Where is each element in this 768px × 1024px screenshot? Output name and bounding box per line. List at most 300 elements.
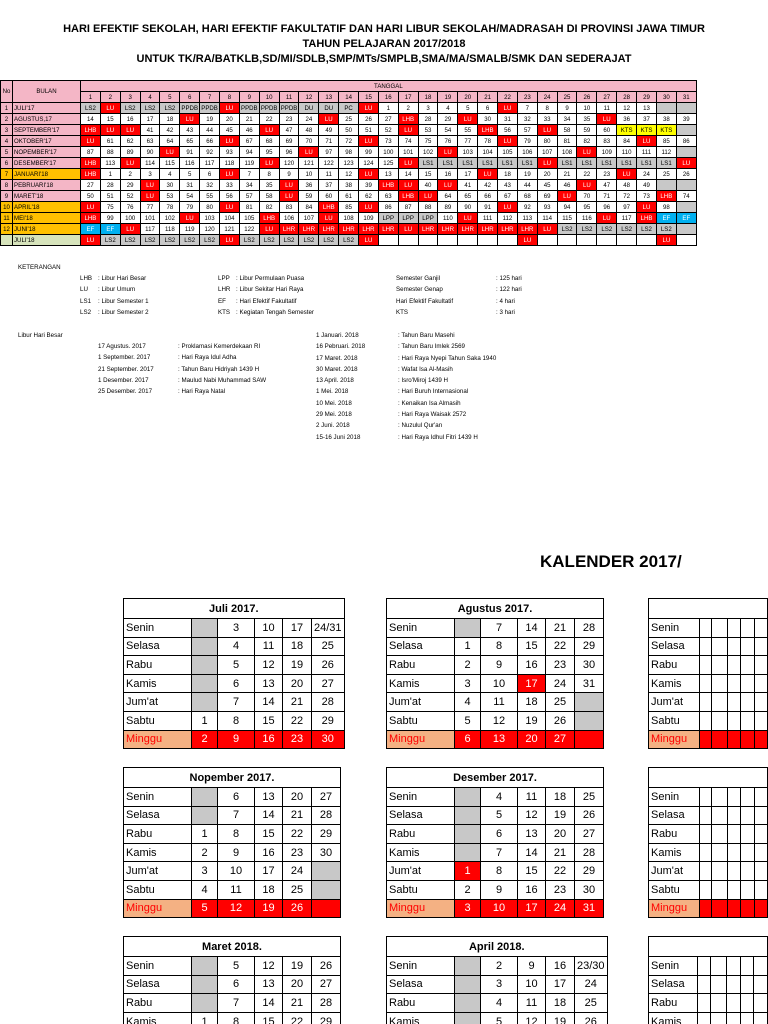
day-cell: PPDB xyxy=(280,104,298,112)
day-cell xyxy=(676,224,696,235)
date-cell: 26 xyxy=(575,806,604,825)
day-cell: 11 xyxy=(597,103,617,114)
day-cell: EF xyxy=(100,224,120,235)
day-cell: 87 xyxy=(81,147,101,158)
day-cell: 66 xyxy=(478,191,498,202)
day-cell: 85 xyxy=(656,136,676,147)
date-cell: 9 xyxy=(218,843,255,862)
date-cell xyxy=(710,1012,727,1024)
date-cell: 2 xyxy=(192,730,218,749)
day-cell: 105 xyxy=(239,213,259,224)
day-cell: 53 xyxy=(160,191,180,202)
day-cell: 4 xyxy=(438,103,458,114)
day-cell: LPP xyxy=(398,213,418,224)
day-cell: LU xyxy=(676,158,696,169)
date-cell xyxy=(698,994,711,1013)
day-cell: LU xyxy=(597,114,617,125)
date-cell: 8 xyxy=(218,711,255,730)
day-cell: 75 xyxy=(100,202,120,213)
date-cell xyxy=(728,619,741,638)
legend-value: : 125 hari xyxy=(496,275,522,282)
day-cell: LU xyxy=(577,180,597,191)
date-cell: 14 xyxy=(255,693,283,712)
day-header: 9 xyxy=(239,92,259,103)
day-cell: 113 xyxy=(517,213,537,224)
row-month: MEI'18 xyxy=(13,213,81,224)
weekday-label: Rabu xyxy=(387,825,455,844)
holiday-date: 1 Desember. 2017 xyxy=(98,376,149,384)
day-cell: 59 xyxy=(577,125,597,136)
day-cell: 63 xyxy=(378,191,398,202)
date-cell: 17 xyxy=(255,862,283,881)
day-cell: 102 xyxy=(160,213,180,224)
weekday-label: Kamis xyxy=(124,843,192,862)
month-calendar xyxy=(123,936,341,1024)
legend-key: LU xyxy=(80,286,88,294)
date-cell: 10 xyxy=(255,619,283,638)
date-cell xyxy=(727,957,740,976)
day-header: 16 xyxy=(378,92,398,103)
weekday-label: Jum'at xyxy=(387,693,455,712)
day-cell: 78 xyxy=(160,202,180,213)
legend-entry xyxy=(396,273,522,284)
holiday-date: 13 April. 2018 xyxy=(316,377,354,385)
legend-value: : Libur Semester 2 xyxy=(98,308,149,316)
day-cell: LS2 xyxy=(259,235,279,246)
date-cell: 17 xyxy=(283,619,312,638)
date-cell: 2 xyxy=(455,880,481,899)
date-cell: 16 xyxy=(518,656,546,675)
day-cell: 26 xyxy=(359,114,379,125)
date-cell: 26 xyxy=(546,711,575,730)
date-cell xyxy=(741,806,754,825)
day-cell: 27 xyxy=(81,180,101,191)
date-cell: 24 xyxy=(283,862,312,881)
day-cell: LU xyxy=(398,180,418,191)
day-cell: LU xyxy=(100,125,120,136)
day-cell: 89 xyxy=(120,147,140,158)
date-cell xyxy=(455,975,481,994)
date-cell: 28 xyxy=(575,843,604,862)
day-cell: LU xyxy=(637,136,657,147)
holiday-entry xyxy=(316,353,496,364)
date-cell: 7 xyxy=(218,994,255,1013)
legend-entry xyxy=(218,284,314,295)
day-cell: 60 xyxy=(597,125,617,136)
day-cell: LS2 xyxy=(100,235,120,246)
day-cell: DU xyxy=(299,103,319,114)
date-cell: 6 xyxy=(218,674,255,693)
date-cell xyxy=(740,957,754,976)
day-cell: 8 xyxy=(537,103,557,114)
legend-entry xyxy=(396,307,522,318)
holiday-date: 15-16 Juni 2018 xyxy=(316,433,361,441)
day-header: 25 xyxy=(557,92,577,103)
day-cell: 1 xyxy=(100,169,120,180)
day-cell: LU xyxy=(279,191,299,202)
day-cell: LHR xyxy=(418,224,438,235)
date-cell: 5 xyxy=(218,656,255,675)
date-cell: 5 xyxy=(481,1012,518,1024)
day-cell: KTS xyxy=(617,125,637,136)
date-cell: 18 xyxy=(283,637,312,656)
holidays-right-list xyxy=(316,330,496,443)
weekday-label: Rabu xyxy=(649,825,700,844)
date-cell xyxy=(192,788,218,807)
holiday-date: 10 Mei. 2018 xyxy=(316,399,352,407)
legend-value: : Libur Hari Besar xyxy=(98,275,147,282)
date-cell: 19 xyxy=(546,806,575,825)
date-cell: 23/30 xyxy=(575,957,608,976)
date-cell xyxy=(754,1012,768,1024)
day-cell: 49 xyxy=(319,125,339,136)
day-cell: 50 xyxy=(339,125,359,136)
day-cell: LU xyxy=(220,103,240,114)
day-cell: LHB xyxy=(319,202,339,213)
day-header: 28 xyxy=(617,92,637,103)
day-cell: LU xyxy=(498,103,518,114)
day-cell: 28 xyxy=(418,114,438,125)
day-cell: LS2 xyxy=(637,224,657,235)
date-cell: 21 xyxy=(546,619,575,638)
date-cell xyxy=(192,637,218,656)
day-cell: 67 xyxy=(239,136,259,147)
day-header: 24 xyxy=(537,92,557,103)
date-cell: 16 xyxy=(518,880,546,899)
day-cell xyxy=(418,235,438,246)
day-cell: 30 xyxy=(478,114,498,125)
date-cell: 13 xyxy=(255,975,283,994)
date-cell: 19 xyxy=(283,656,312,675)
weekday-label: Minggu xyxy=(649,899,700,918)
month-title xyxy=(649,599,768,619)
day-cell: 64 xyxy=(438,191,458,202)
day-cell: 35 xyxy=(259,180,279,191)
date-cell xyxy=(728,843,741,862)
legend-key: EF xyxy=(218,297,226,305)
legend-key: LHR xyxy=(218,286,231,294)
date-cell xyxy=(741,880,754,899)
day-cell: LU xyxy=(259,224,279,235)
date-cell: 7 xyxy=(481,843,518,862)
day-cell: 87 xyxy=(398,202,418,213)
legend-key: Semester Ganjil xyxy=(396,275,441,282)
day-cell: LS1 xyxy=(458,158,478,169)
day-cell: LU xyxy=(180,114,200,125)
day-cell: LS1 xyxy=(438,158,458,169)
row-month: PEBRUARI'18 xyxy=(13,180,81,191)
date-cell: 4 xyxy=(481,788,518,807)
day-cell: LU xyxy=(140,180,160,191)
date-cell: 14 xyxy=(518,619,546,638)
date-cell: 3 xyxy=(192,862,218,881)
day-cell: PPDB xyxy=(260,104,278,112)
day-cell: 37 xyxy=(637,114,657,125)
date-cell: 4 xyxy=(192,880,218,899)
day-header: 26 xyxy=(577,92,597,103)
day-cell: 2 xyxy=(398,103,418,114)
day-cell: 25 xyxy=(339,114,359,125)
date-cell xyxy=(727,994,740,1013)
day-cell: 46 xyxy=(239,125,259,136)
day-cell: 76 xyxy=(120,202,140,213)
date-cell: 4 xyxy=(481,994,518,1013)
day-cell: 31 xyxy=(498,114,518,125)
day-cell: 47 xyxy=(279,125,299,136)
day-cell: 95 xyxy=(259,147,279,158)
day-cell: 10 xyxy=(299,169,319,180)
holiday-name: : Tahun Baru Imlek 2569 xyxy=(398,343,465,351)
holiday-name: : Hari Buruh Internasional xyxy=(398,388,469,396)
holiday-entry xyxy=(316,364,496,375)
day-cell: LS1 xyxy=(478,158,498,169)
day-cell: LS1 xyxy=(577,158,597,169)
row-number: 10 xyxy=(1,202,13,213)
day-cell: LS2 xyxy=(656,224,676,235)
date-cell: 18 xyxy=(518,693,546,712)
day-cell: 94 xyxy=(239,147,259,158)
weekday-label: Selasa xyxy=(649,806,700,825)
date-cell: 6 xyxy=(218,975,255,994)
date-cell: 31 xyxy=(575,899,604,918)
row-month: JULI'18 xyxy=(13,235,81,246)
weekday-label: Jum'at xyxy=(124,693,192,712)
day-cell xyxy=(597,235,617,246)
day-cell: KTS xyxy=(637,125,657,136)
holiday-name: : Wafat Isa Al-Masih xyxy=(398,365,453,373)
day-cell: LU xyxy=(617,169,637,180)
date-cell xyxy=(699,825,711,844)
day-cell xyxy=(537,235,557,246)
legend-entry xyxy=(80,296,149,307)
day-header: 18 xyxy=(418,92,438,103)
day-cell: LHB xyxy=(398,114,418,125)
date-cell xyxy=(699,880,711,899)
date-cell xyxy=(740,994,754,1013)
holiday-date: 2 Juni. 2018 xyxy=(316,422,350,430)
day-cell: 24 xyxy=(637,169,657,180)
day-cell: 111 xyxy=(478,213,498,224)
day-cell: LU xyxy=(319,114,339,125)
date-cell xyxy=(710,957,727,976)
date-cell: 12 xyxy=(255,656,283,675)
weekday-label: Rabu xyxy=(124,825,192,844)
weekday-label: Kamis xyxy=(649,843,700,862)
day-cell: 75 xyxy=(418,136,438,147)
day-header: 7 xyxy=(200,92,220,103)
day-cell: 83 xyxy=(597,136,617,147)
day-cell: LHB xyxy=(378,180,398,191)
day-cell: 103 xyxy=(200,213,220,224)
date-cell: 21 xyxy=(283,994,312,1013)
day-cell: 33 xyxy=(220,180,240,191)
day-cell: LU xyxy=(359,136,379,147)
day-cell: 99 xyxy=(359,147,379,158)
date-cell xyxy=(711,730,727,749)
legend-value: : Libur Permulaan Puasa xyxy=(236,275,305,282)
date-cell: 21 xyxy=(283,806,312,825)
day-cell xyxy=(438,235,458,246)
day-cell: LHB xyxy=(81,158,101,169)
date-cell xyxy=(754,843,767,862)
day-cell xyxy=(557,235,577,246)
day-cell: 82 xyxy=(259,202,279,213)
day-cell: LU xyxy=(398,158,418,169)
day-cell: 51 xyxy=(359,125,379,136)
weekday-label: Sabtu xyxy=(387,880,455,899)
holiday-date: 1 Januari. 2018 xyxy=(316,332,359,339)
month-calendar xyxy=(386,936,608,1024)
day-header: 8 xyxy=(220,92,240,103)
weekday-label: Kamis xyxy=(387,1012,455,1024)
day-cell: LU xyxy=(180,213,200,224)
day-cell: 42 xyxy=(478,180,498,191)
weekday-label: Senin xyxy=(124,788,192,807)
date-cell: 9 xyxy=(481,880,518,899)
date-cell: 8 xyxy=(481,862,518,881)
day-cell: 72 xyxy=(339,136,359,147)
holiday-entry xyxy=(316,432,496,443)
day-cell: 79 xyxy=(180,202,200,213)
day-cell: 93 xyxy=(537,202,557,213)
date-cell xyxy=(699,711,711,730)
legend-entry xyxy=(80,284,149,295)
date-cell xyxy=(192,674,218,693)
legend-key: KTS xyxy=(396,308,409,316)
day-cell: 59 xyxy=(299,191,319,202)
day-cell: LU xyxy=(220,235,240,246)
day-cell: LS2 xyxy=(319,235,339,246)
day-cell: 109 xyxy=(597,147,617,158)
date-cell: 30 xyxy=(312,730,345,749)
weekday-label: Rabu xyxy=(124,656,192,675)
day-cell: 19 xyxy=(200,114,220,125)
date-cell: 1 xyxy=(192,825,218,844)
day-header: 21 xyxy=(478,92,498,103)
date-cell xyxy=(728,637,741,656)
date-cell: 16 xyxy=(546,957,575,976)
date-cell xyxy=(728,825,741,844)
date-cell xyxy=(699,730,711,749)
kalender-title: KALENDER 2017/ xyxy=(540,552,682,571)
day-cell: EF xyxy=(676,213,696,224)
date-cell xyxy=(455,994,481,1013)
date-cell: 22 xyxy=(283,825,312,844)
day-cell: 116 xyxy=(180,158,200,169)
day-cell: 43 xyxy=(180,125,200,136)
day-cell: 73 xyxy=(378,136,398,147)
date-cell xyxy=(455,843,481,862)
day-cell: 88 xyxy=(418,202,438,213)
day-header: 23 xyxy=(517,92,537,103)
month-row xyxy=(1,169,697,180)
date-cell: 13 xyxy=(255,674,283,693)
holiday-entry xyxy=(98,364,266,375)
day-cell: 16 xyxy=(438,169,458,180)
weekday-label: Jum'at xyxy=(387,862,455,881)
day-cell: LS2 xyxy=(81,103,101,114)
date-cell: 10 xyxy=(481,674,518,693)
day-cell: 29 xyxy=(120,180,140,191)
date-cell: 16 xyxy=(255,843,283,862)
date-cell xyxy=(312,899,341,918)
day-cell: LS1 xyxy=(597,158,617,169)
date-cell: 23 xyxy=(546,656,575,675)
row-number: 3 xyxy=(1,125,13,136)
date-cell: 6 xyxy=(218,788,255,807)
day-cell: LHB xyxy=(478,125,498,136)
date-cell: 3 xyxy=(455,899,481,918)
weekday-label: Senin xyxy=(649,619,700,638)
date-cell xyxy=(192,994,218,1013)
day-cell: LHR xyxy=(299,224,319,235)
date-cell xyxy=(727,975,740,994)
day-cell: 118 xyxy=(220,158,240,169)
day-cell: 71 xyxy=(597,191,617,202)
date-cell xyxy=(741,637,754,656)
weekday-label: Senin xyxy=(387,957,455,976)
row-month: MARET'18 xyxy=(13,191,81,202)
legend-value: : Hari Efektif Fakultatif xyxy=(236,297,297,305)
day-header: 4 xyxy=(140,92,160,103)
day-cell: LHR xyxy=(279,224,299,235)
day-cell: 115 xyxy=(557,213,577,224)
date-cell: 19 xyxy=(283,957,312,976)
weekday-label: Jum'at xyxy=(124,862,192,881)
weekday-label: Senin xyxy=(124,619,192,638)
day-cell: 102 xyxy=(418,147,438,158)
day-cell: LU xyxy=(458,213,478,224)
date-cell xyxy=(711,899,727,918)
day-header: 13 xyxy=(319,92,339,103)
day-cell: 44 xyxy=(200,125,220,136)
day-cell: LU xyxy=(220,169,240,180)
day-cell: 119 xyxy=(180,224,200,235)
date-cell: 12 xyxy=(518,1012,546,1024)
day-header: 30 xyxy=(656,92,676,103)
day-cell: LS2 xyxy=(140,235,160,246)
day-cell: LU xyxy=(398,224,418,235)
day-cell: 17 xyxy=(458,169,478,180)
day-cell: LU xyxy=(299,147,319,158)
day-header: 12 xyxy=(299,92,319,103)
date-cell: 14 xyxy=(518,843,546,862)
date-cell: 27 xyxy=(546,730,575,749)
date-cell xyxy=(699,806,711,825)
day-cell: LU xyxy=(557,191,577,202)
day-cell: LHR xyxy=(319,224,339,235)
date-cell: 19 xyxy=(255,899,283,918)
holidays-left-list xyxy=(98,341,266,397)
day-cell: 78 xyxy=(478,136,498,147)
date-cell: 18 xyxy=(546,994,575,1013)
date-cell: 8 xyxy=(218,1012,255,1024)
holiday-date: 17 Agustus. 2017 xyxy=(98,343,146,350)
day-cell: LS2 xyxy=(617,224,637,235)
day-cell: EF xyxy=(81,224,101,235)
date-cell xyxy=(754,806,767,825)
weekday-label: Rabu xyxy=(387,994,455,1013)
day-cell: 124 xyxy=(359,158,379,169)
date-cell xyxy=(741,619,754,638)
day-cell: 55 xyxy=(200,191,220,202)
date-cell xyxy=(740,1012,754,1024)
day-cell: LHB xyxy=(81,125,101,136)
date-cell xyxy=(575,693,604,712)
date-cell: 15 xyxy=(255,1012,283,1024)
day-header: 19 xyxy=(438,92,458,103)
day-cell: 101 xyxy=(398,147,418,158)
